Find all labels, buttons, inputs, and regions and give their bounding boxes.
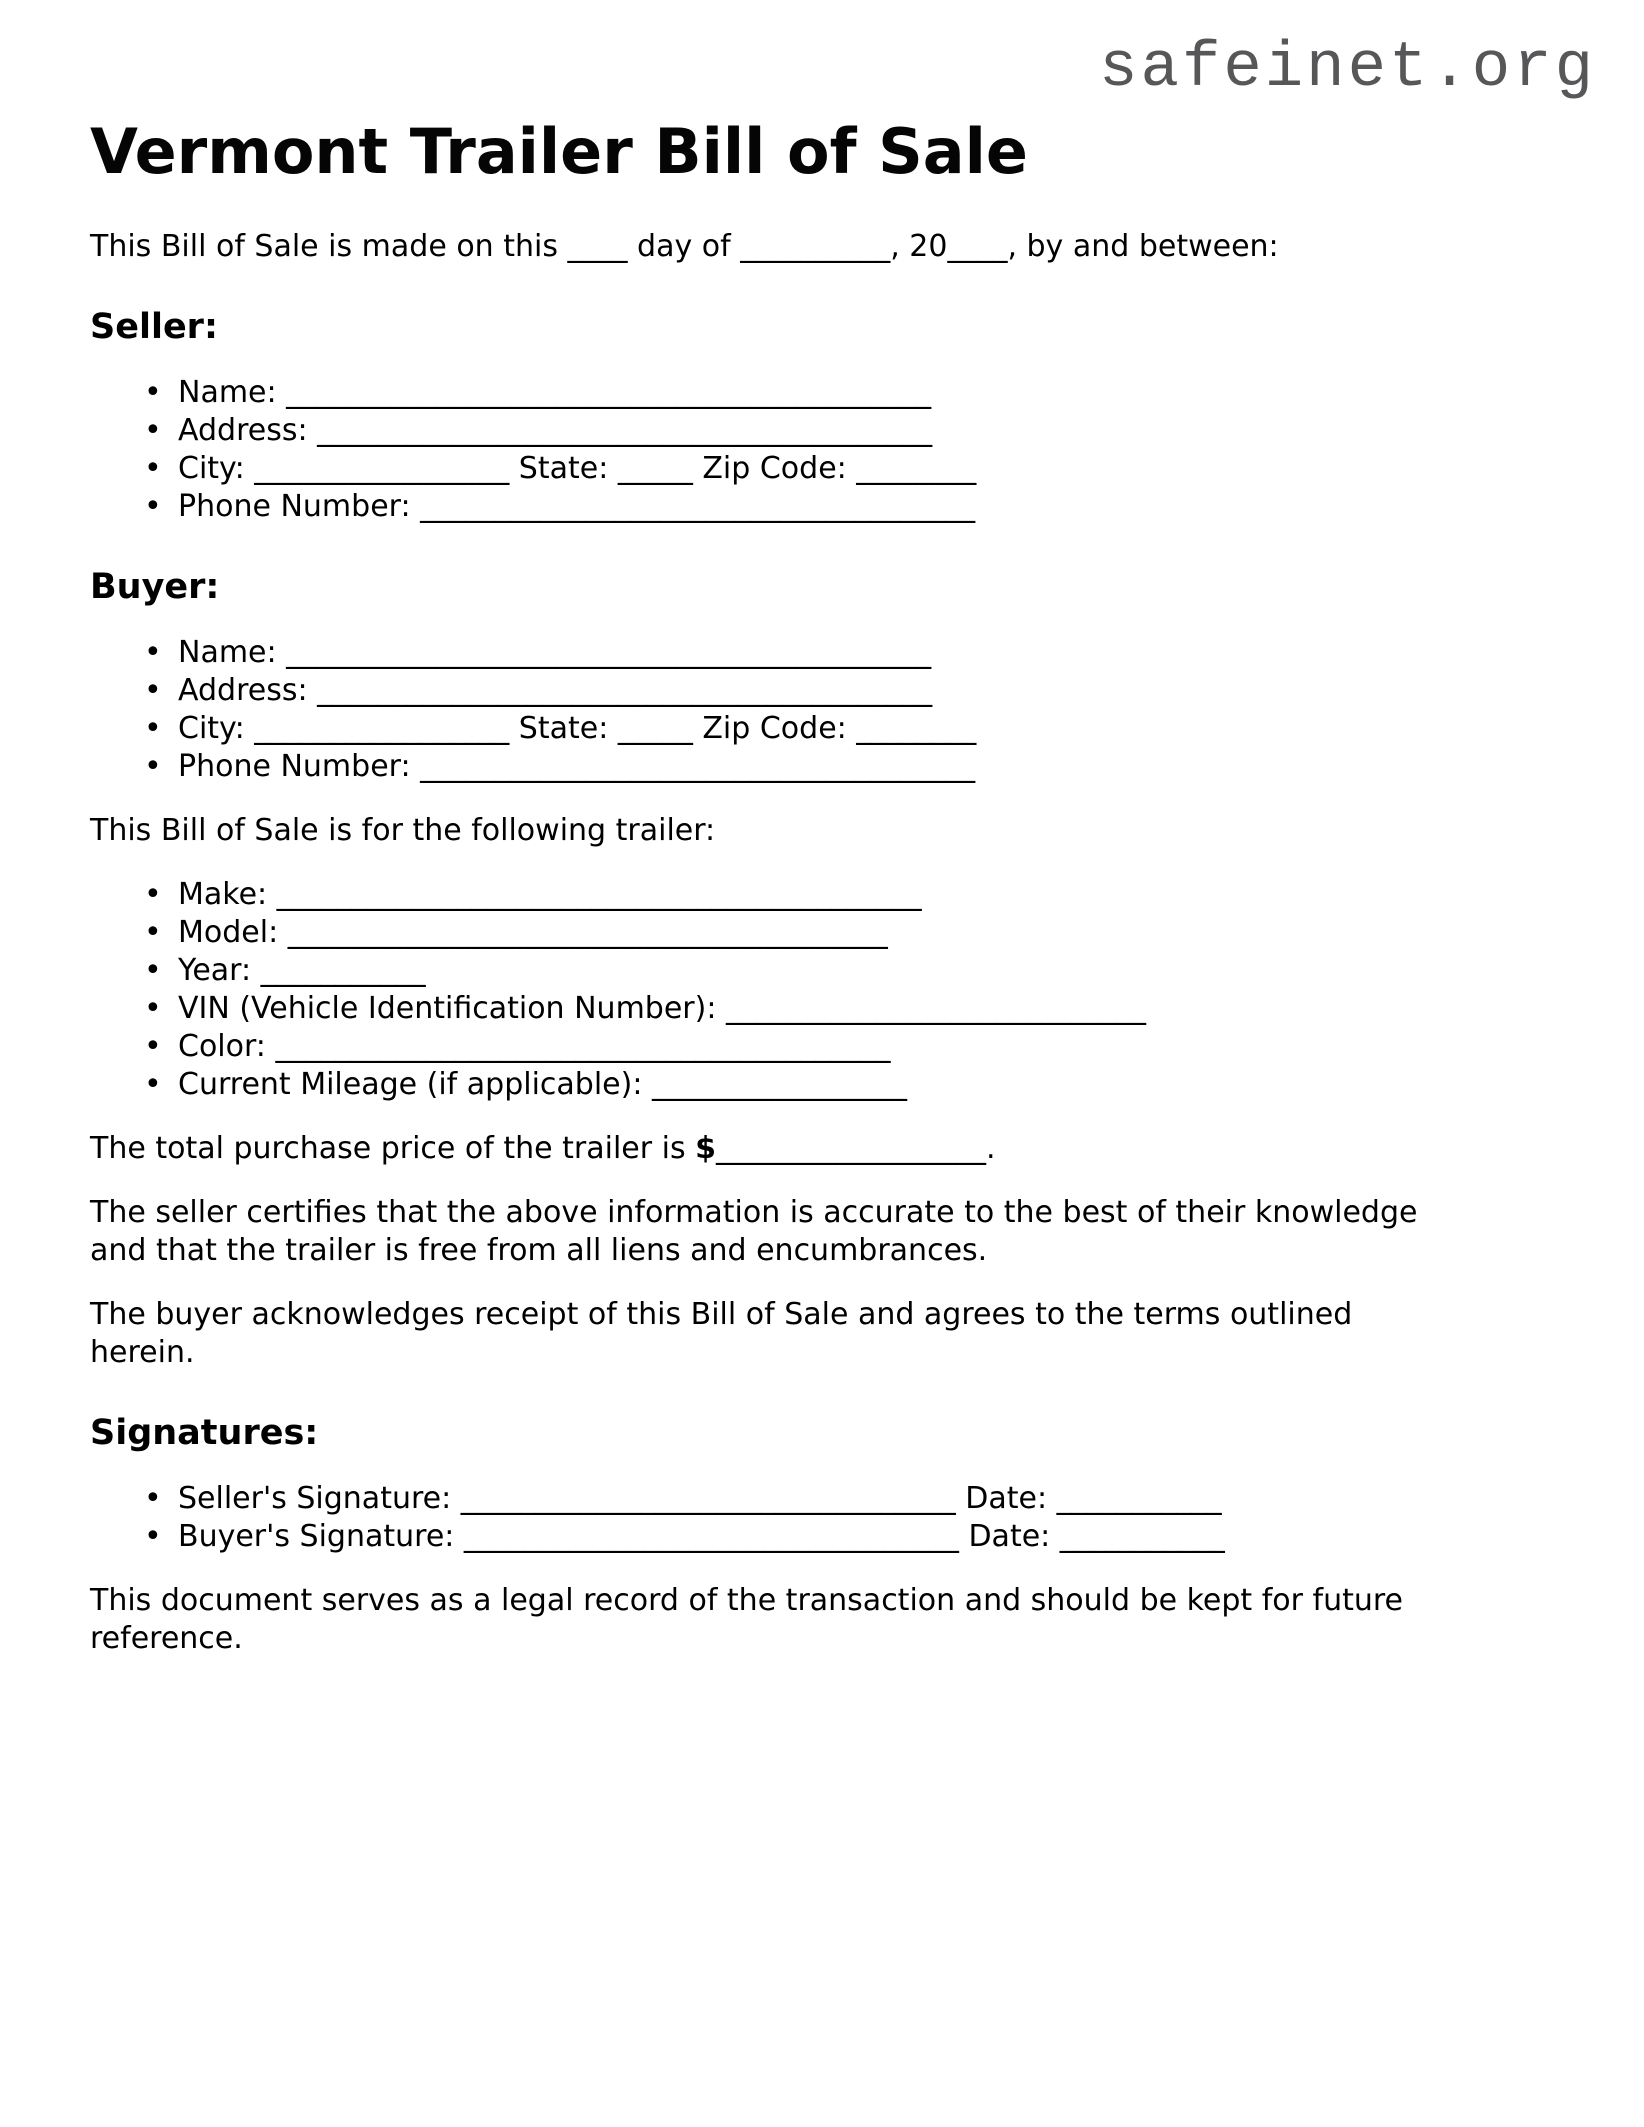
signatures-list xyxy=(90,1480,1450,1556)
dollar-sign: $ xyxy=(695,1131,716,1166)
trailer-make-field: • Make: ___________________________________________ xyxy=(178,876,1450,914)
legal-record-paragraph: This document serves as a legal record of the transaction and should be kept for future reference. xyxy=(90,1583,1403,1656)
seller-address-field: • Address: _________________________________________ xyxy=(178,412,1450,450)
trailer-color-field: • Color: _________________________________________ xyxy=(178,1028,1450,1066)
price-period: . xyxy=(986,1131,996,1166)
trailer-model-field: • Model: ________________________________________ xyxy=(178,914,1450,952)
seller-name-field: • Name: ___________________________________________ xyxy=(178,374,1450,412)
buyer-acknowledgement-paragraph: The buyer acknowledges receipt of this Bill of Sale and agrees to the terms outlined herein. xyxy=(90,1297,1353,1370)
brand-logo: safeinet.org xyxy=(1099,33,1596,105)
seller-city-state-zip-field: • City: _________________ State: _____ Zip Code: ________ xyxy=(178,450,1450,488)
buyer-heading: Buyer: xyxy=(90,567,220,607)
price-line xyxy=(90,1130,1450,1168)
buyer-name-field: • Name: ___________________________________________ xyxy=(178,634,1450,672)
seller-certification-paragraph: The seller certifies that the above information is accurate to the best of their knowledge and that the trailer is free from all liens and encumbrances. xyxy=(90,1195,1418,1268)
buyer-city-state-zip-field: • City: _________________ State: _____ Zip Code: ________ xyxy=(178,710,1450,748)
buyer-signature-field: • Buyer's Signature: _________________________________ Date: ___________ xyxy=(178,1518,1450,1556)
trailer-vin-field: • VIN (Vehicle Identification Number): ____________________________ xyxy=(178,990,1450,1028)
price-blank: __________________ xyxy=(716,1131,986,1166)
trailer-mileage-field: • Current Mileage (if applicable): _________________ xyxy=(178,1066,1450,1104)
seller-phone-field: • Phone Number: _____________________________________ xyxy=(178,488,1450,526)
trailer-year-field: • Year: ___________ xyxy=(178,952,1450,990)
page-title: Vermont Trailer Bill of Sale xyxy=(90,115,1028,188)
seller-details-list xyxy=(90,374,1450,526)
signatures-heading: Signatures: xyxy=(90,1413,319,1453)
trailer-details-list xyxy=(90,876,1450,1104)
intro-paragraph: This Bill of Sale is made on this ____ day of __________, 20____, by and between: xyxy=(90,229,1279,264)
buyer-address-field: • Address: _________________________________________ xyxy=(178,672,1450,710)
seller-heading: Seller: xyxy=(90,307,218,347)
buyer-phone-field: • Phone Number: _____________________________________ xyxy=(178,748,1450,786)
price-text: The total purchase price of the trailer is xyxy=(90,1131,696,1166)
seller-signature-field: • Seller's Signature: _________________________________ Date: ___________ xyxy=(178,1480,1450,1518)
trailer-lead-paragraph: This Bill of Sale is for the following trailer: xyxy=(90,813,716,848)
buyer-details-list xyxy=(90,634,1450,786)
